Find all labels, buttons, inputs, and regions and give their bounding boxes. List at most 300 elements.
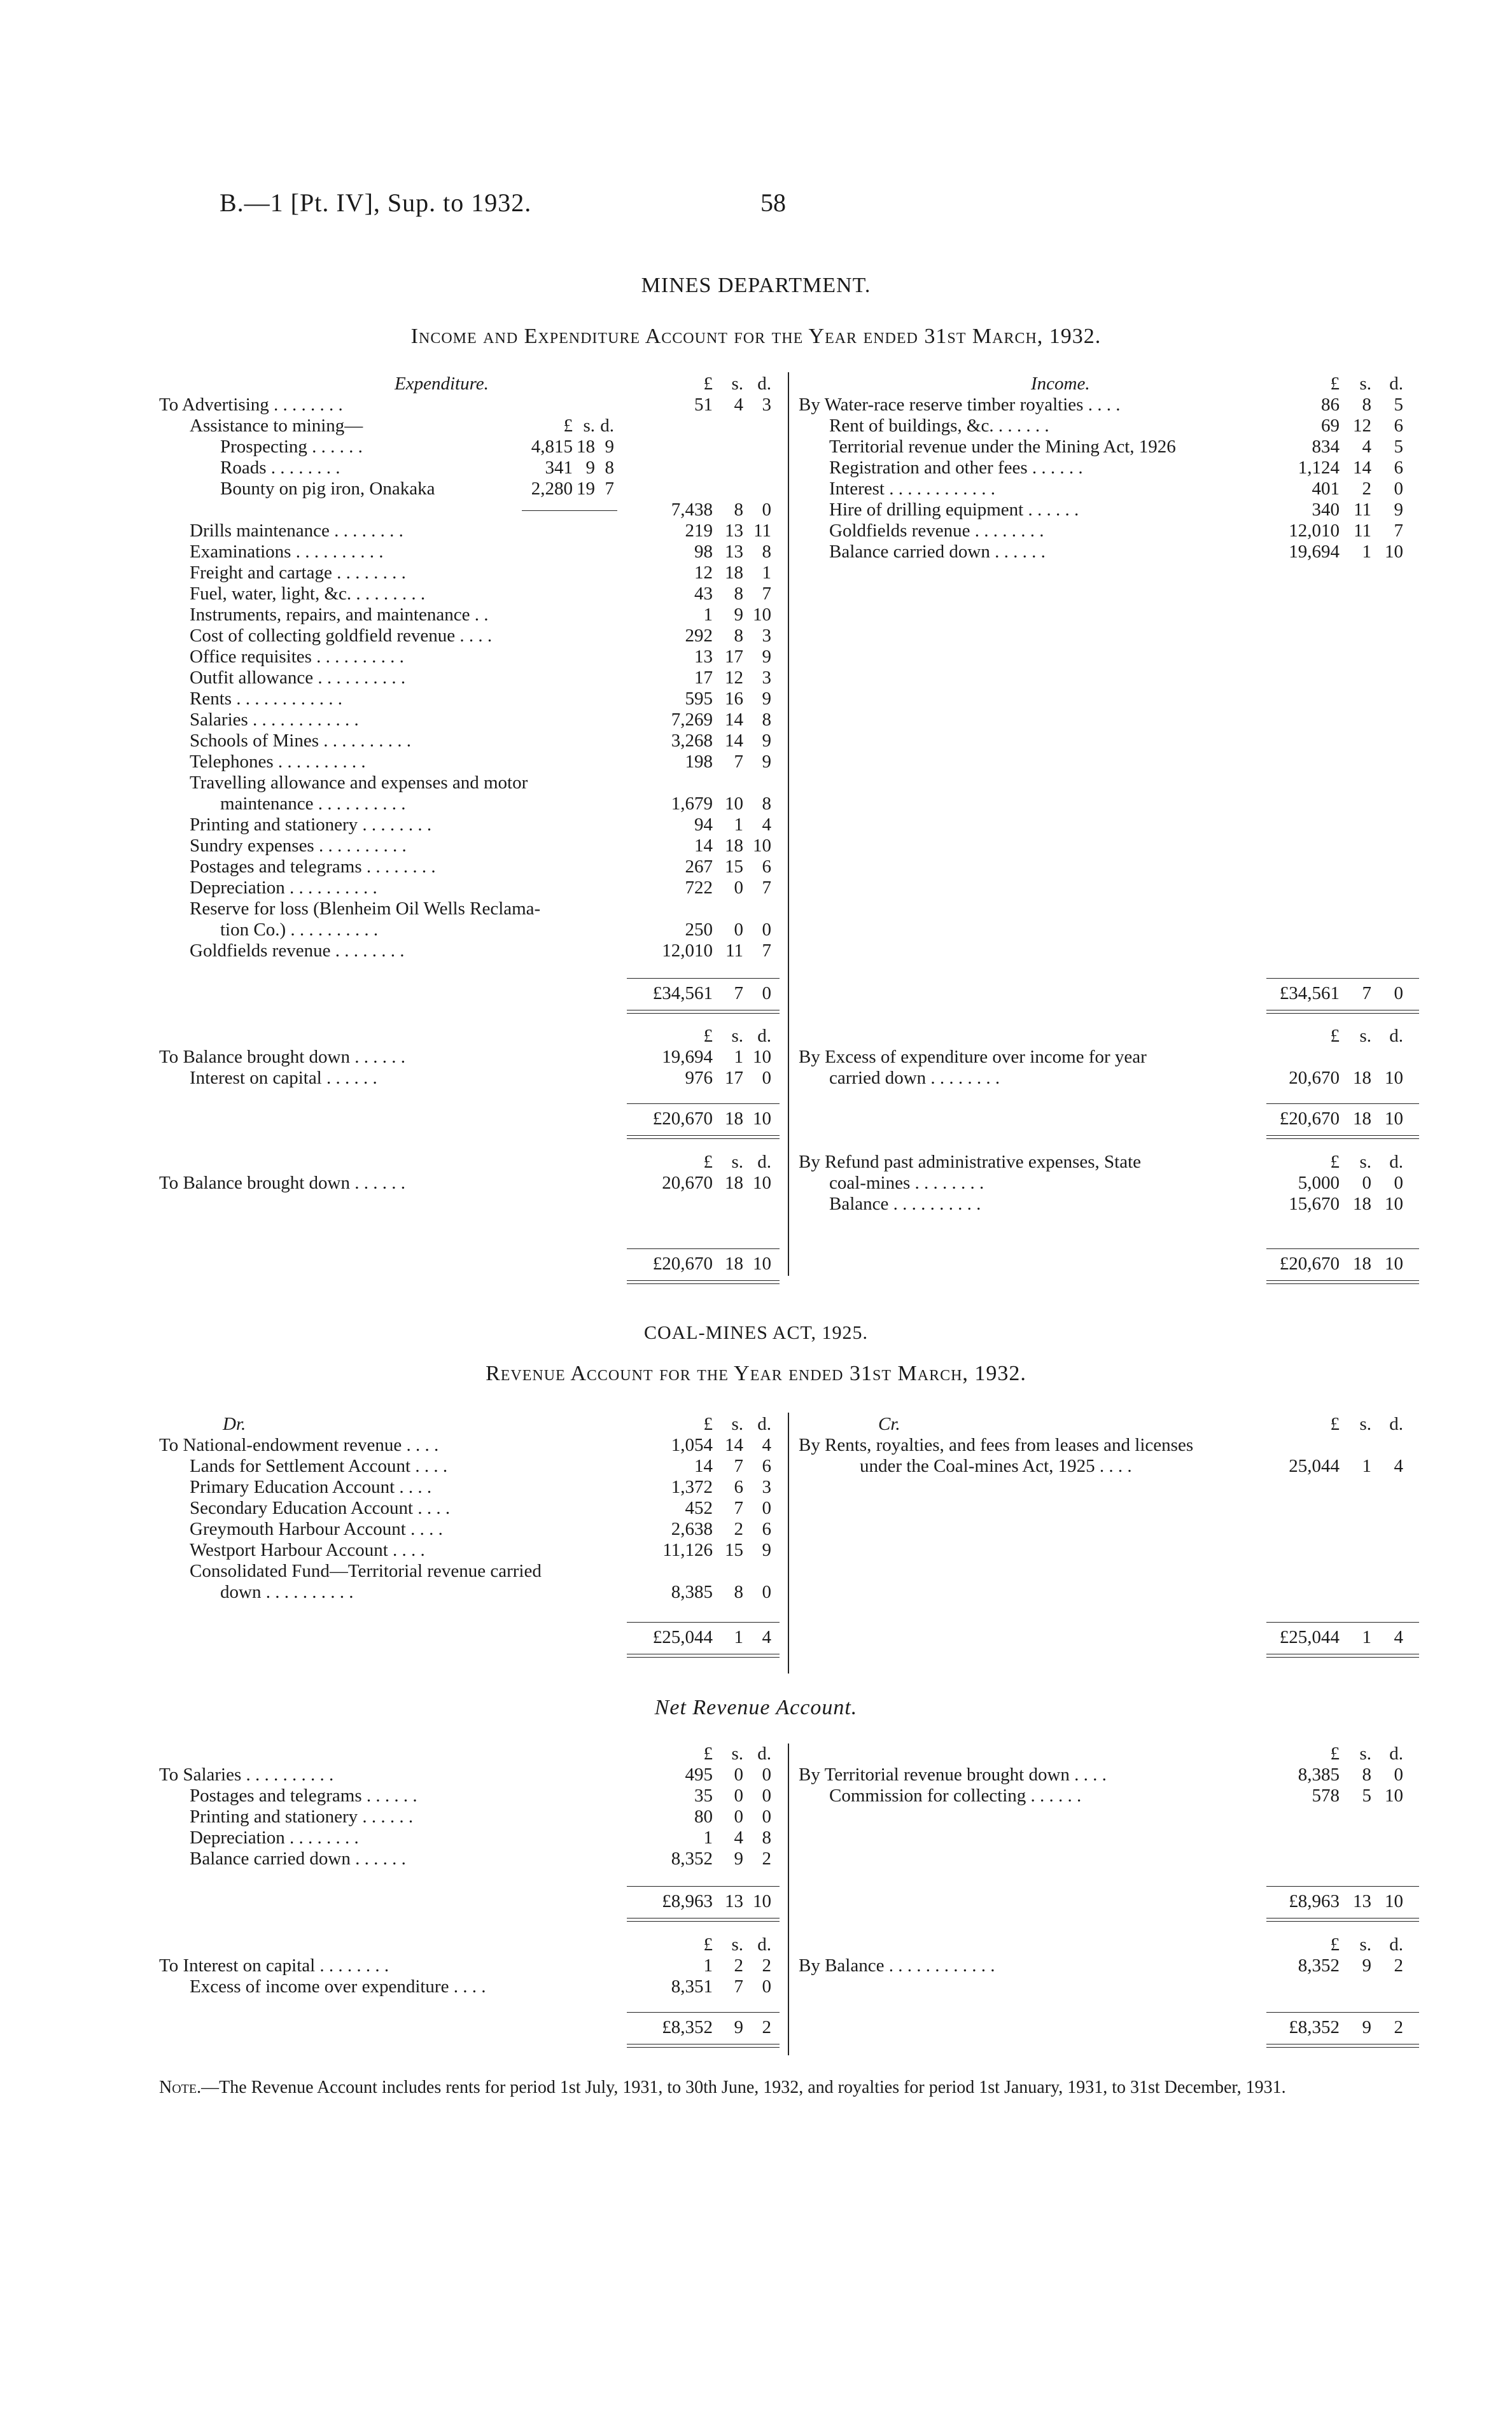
column-divider xyxy=(788,1413,789,1674)
total-underline xyxy=(1266,2047,1419,2048)
total-pence: 10 xyxy=(753,1108,771,1129)
expenditure-row-sub-pence: 8 xyxy=(605,458,614,478)
total-underline xyxy=(1266,1921,1419,1922)
sec3-right-row-shillings: 0 xyxy=(1362,1173,1371,1193)
income-row-pence: 9 xyxy=(1394,500,1403,520)
coal-left-row-shillings: 2 xyxy=(734,1519,743,1539)
total-pounds: £20,670 xyxy=(652,1108,713,1129)
expenditure-row-label: Sundry expenses . . . . . . . . . . xyxy=(190,835,407,856)
sec3-right-row-pence: 0 xyxy=(1394,1173,1403,1193)
expenditure-row-pence: 8 xyxy=(762,542,771,562)
expenditure-row-pounds: 250 xyxy=(685,919,713,940)
expenditure-row-pounds: 51 xyxy=(694,395,713,415)
income-row-label: Balance carried down . . . . . . xyxy=(829,542,1046,562)
coal-subtitle: Revenue Account for the Year ended 31st March, 1932. xyxy=(486,1362,1026,1385)
lsd-heading-pence: d. xyxy=(1389,1744,1403,1764)
net-left2-row-label: To Interest on capital . . . . . . . . xyxy=(159,1955,389,1976)
income-row-pounds: 69 xyxy=(1321,416,1340,436)
expenditure-row-pence: 7 xyxy=(762,584,771,604)
expenditure-row-sub-shillings: s. xyxy=(583,416,595,436)
total-rule xyxy=(627,1622,780,1623)
net-right-row-pence: 10 xyxy=(1385,1786,1403,1806)
lsd-heading-pence: d. xyxy=(757,1414,771,1434)
lsd-heading-pounds: £ xyxy=(1330,1934,1340,1955)
expenditure-row-shillings: 15 xyxy=(725,856,743,877)
expenditure-row-pence: 7 xyxy=(762,877,771,898)
coal-left-row-pounds: 452 xyxy=(685,1498,713,1518)
net-left-row-label: To Salaries . . . . . . . . . . xyxy=(159,1765,334,1785)
sec2-right-row-shillings: 18 xyxy=(1353,1068,1371,1088)
total-underline xyxy=(1266,1135,1419,1136)
total-pounds: £8,963 xyxy=(662,1891,713,1911)
coal-left-row-pounds: 11,126 xyxy=(662,1540,713,1560)
income-row-shillings: 14 xyxy=(1353,458,1371,478)
total-underline xyxy=(627,1921,780,1922)
coal-left-row-label: Westport Harbour Account . . . . xyxy=(190,1540,425,1560)
sec3-right-row-shillings: 18 xyxy=(1353,1194,1371,1214)
net-right-row-label: Commission for collecting . . . . . . xyxy=(829,1786,1082,1806)
total-pence: 2 xyxy=(762,2017,771,2037)
net-left-row-pounds: 1 xyxy=(703,1827,713,1848)
total-shillings: 9 xyxy=(1362,2017,1371,2037)
net-revenue-title: Net Revenue Account. xyxy=(654,1696,858,1719)
coal-left-row-shillings: 7 xyxy=(734,1456,743,1476)
mines-title: MINES DEPARTMENT. xyxy=(641,274,871,297)
lsd-heading-pounds: £ xyxy=(1330,1026,1340,1046)
sec3-right-row-pounds: 5,000 xyxy=(1298,1173,1340,1193)
net-right-row-pence: 0 xyxy=(1394,1765,1403,1785)
expenditure-row-label: Drills maintenance . . . . . . . . xyxy=(190,521,403,541)
subtotal-rule xyxy=(522,510,617,511)
expenditure-row-shillings: 1 xyxy=(734,814,743,835)
total-underline xyxy=(1266,1013,1419,1014)
expenditure-row-pence: 9 xyxy=(762,730,771,751)
net-left-row-label: Balance carried down . . . . . . xyxy=(190,1848,406,1869)
expenditure-row-pounds: 7,269 xyxy=(671,709,713,730)
income-row-shillings: 11 xyxy=(1354,500,1371,520)
income-row-pounds: 340 xyxy=(1312,500,1340,520)
lsd-heading-pence: d. xyxy=(1389,1414,1403,1434)
coal-left-row-pence: 6 xyxy=(762,1519,771,1539)
net-left-row-label: Postages and telegrams . . . . . . xyxy=(190,1786,417,1806)
expenditure-row-pounds: 17 xyxy=(694,667,713,688)
total-shillings: 18 xyxy=(725,1254,743,1274)
expenditure-row-label: Cost of collecting goldfield revenue . . . . xyxy=(190,625,493,646)
income-row-pence: 10 xyxy=(1385,542,1403,562)
coal-left-row-pence: 3 xyxy=(762,1477,771,1497)
coal-right-row-pence: 4 xyxy=(1394,1456,1403,1476)
net-right2-row-shillings: 9 xyxy=(1362,1955,1371,1976)
expenditure-row-pounds: 98 xyxy=(694,542,713,562)
sec2-right-row-label: carried down . . . . . . . . xyxy=(829,1068,1000,1088)
page-header: B.—1 [Pt. IV], Sup. to 1932. xyxy=(220,188,532,217)
total-pounds: £25,044 xyxy=(1279,1627,1340,1647)
coal-left-row-label: To National-endowment revenue . . . . xyxy=(159,1435,439,1455)
expenditure-row-shillings: 8 xyxy=(734,625,743,646)
total-pounds: £8,352 xyxy=(1289,2017,1340,2037)
expenditure-row-sub-pounds: £ xyxy=(563,416,573,436)
expenditure-row-sub-pounds: 2,280 xyxy=(531,479,573,499)
expenditure-row-pence: 9 xyxy=(762,646,771,667)
income-row-pounds: 12,010 xyxy=(1289,521,1340,541)
expenditure-row-label: Prospecting . . . . . . xyxy=(220,437,363,457)
income-row-pence: 5 xyxy=(1394,437,1403,457)
lsd-heading-shillings: s. xyxy=(731,1744,743,1764)
coal-left-row-label: Consolidated Fund—Territorial revenue carried xyxy=(190,1561,542,1581)
lsd-heading-shillings: s. xyxy=(1359,1152,1371,1172)
expenditure-row-label: Reserve for loss (Blenheim Oil Wells Reclama- xyxy=(190,898,541,919)
income-row-label: Interest . . . . . . . . . . . . xyxy=(829,479,995,499)
expenditure-row-pence: 4 xyxy=(762,814,771,835)
total-pence: 2 xyxy=(1394,2017,1403,2037)
total-underline xyxy=(627,1280,780,1281)
expenditure-row-pence: 10 xyxy=(753,604,771,625)
lsd-heading-shillings: s. xyxy=(1359,1414,1371,1434)
expenditure-row-shillings: 8 xyxy=(734,584,743,604)
expenditure-row-pence: 3 xyxy=(762,395,771,415)
expenditure-row-shillings: 10 xyxy=(725,793,743,814)
total-pounds: £8,352 xyxy=(662,2017,713,2037)
total-rule xyxy=(1266,978,1419,979)
footnote-text: —The Revenue Account includes rents for period 1st July, 1931, to 30th June, 1932, and royalties for period 1st January, 1931, to 31st December, 1931. xyxy=(201,2078,1286,2097)
lsd-heading-pounds: £ xyxy=(1330,1414,1340,1434)
lsd-heading-shillings: s. xyxy=(731,1026,743,1046)
income-row-pounds: 19,694 xyxy=(1289,542,1340,562)
net-left2-row-pounds: 8,351 xyxy=(671,1976,713,1997)
net-left2-row-pence: 0 xyxy=(762,1976,771,1997)
total-underline xyxy=(627,2047,780,2048)
total-shillings: 7 xyxy=(1362,983,1371,1003)
net-left-row-pence: 0 xyxy=(762,1786,771,1806)
net-right-row-label: By Territorial revenue brought down . . . . xyxy=(799,1765,1107,1785)
expenditure-row-shillings: 14 xyxy=(725,709,743,730)
total-rule xyxy=(627,978,780,979)
expenditure-row-label: maintenance . . . . . . . . . . xyxy=(220,793,406,814)
income-row-pounds: 834 xyxy=(1312,437,1340,457)
expenditure-row-sub-pence: 9 xyxy=(605,437,614,457)
lsd-heading-shillings: s. xyxy=(1359,1026,1371,1046)
column-divider xyxy=(788,1744,789,2055)
lsd-heading-shillings: s. xyxy=(731,1414,743,1434)
total-pounds: £20,670 xyxy=(1279,1254,1340,1274)
page-number: 58 xyxy=(760,188,786,217)
total-underline xyxy=(1266,1280,1419,1281)
total-pence: 0 xyxy=(1394,983,1403,1003)
coal-left-row-pence: 0 xyxy=(762,1582,771,1602)
expenditure-row-pounds: 1 xyxy=(703,604,713,625)
expenditure-row-label: tion Co.) . . . . . . . . . . xyxy=(220,919,379,940)
lsd-heading-pounds: £ xyxy=(703,1934,713,1955)
expenditure-row-label: Telephones . . . . . . . . . . xyxy=(190,751,366,772)
expenditure-row-pounds: 13 xyxy=(694,646,713,667)
income-row-pounds: 1,124 xyxy=(1298,458,1340,478)
total-pence: 4 xyxy=(762,1627,771,1647)
income-row-shillings: 8 xyxy=(1362,395,1371,415)
expenditure-row-label: To Advertising . . . . . . . . xyxy=(159,395,343,415)
expenditure-row-label: Goldfields revenue . . . . . . . . xyxy=(190,940,405,961)
expenditure-row-sub-pounds: 341 xyxy=(545,458,573,478)
total-pence: 10 xyxy=(1385,1254,1403,1274)
total-pence: 10 xyxy=(753,1254,771,1274)
expenditure-row-pounds: 198 xyxy=(685,751,713,772)
expenditure-row-sub-shillings: 9 xyxy=(585,458,595,478)
expenditure-row-label: Roads . . . . . . . . xyxy=(220,458,340,478)
coal-left-row-pounds: 1,054 xyxy=(671,1435,713,1455)
total-pounds: £34,561 xyxy=(652,983,713,1003)
net-left-row-shillings: 9 xyxy=(734,1848,743,1869)
expenditure-row-pence: 0 xyxy=(762,500,771,520)
lsd-heading-pounds: £ xyxy=(703,1414,713,1434)
coal-right-row-shillings: 1 xyxy=(1362,1456,1371,1476)
net-left2-row-pounds: 1 xyxy=(703,1955,713,1976)
lsd-heading-pence: d. xyxy=(757,1152,771,1172)
total-underline xyxy=(1266,1138,1419,1139)
expenditure-row-pounds: 12,010 xyxy=(662,940,713,961)
expenditure-row-label: Postages and telegrams . . . . . . . . xyxy=(190,856,436,877)
sec2-left-row-pence: 10 xyxy=(753,1047,771,1067)
net-left-row-shillings: 0 xyxy=(734,1786,743,1806)
expenditure-row-label: Salaries . . . . . . . . . . . . xyxy=(190,709,359,730)
net-left-row-pence: 0 xyxy=(762,1807,771,1827)
total-pounds: £20,670 xyxy=(652,1254,713,1274)
sec3-right-row-label: coal-mines . . . . . . . . xyxy=(829,1173,984,1193)
net-left-row-shillings: 0 xyxy=(734,1807,743,1827)
expenditure-row-pounds: 595 xyxy=(685,688,713,709)
total-shillings: 1 xyxy=(734,1627,743,1647)
expenditure-row-label: Schools of Mines . . . . . . . . . . xyxy=(190,730,411,751)
sec2-left-row-pence: 0 xyxy=(762,1068,771,1088)
sec2-left-row-pounds: 976 xyxy=(685,1068,713,1088)
net-left-row-label: Depreciation . . . . . . . . xyxy=(190,1827,359,1848)
expenditure-row-label: Printing and stationery . . . . . . . . xyxy=(190,814,432,835)
coal-right-row-label: under the Coal-mines Act, 1925 . . . . xyxy=(860,1456,1132,1476)
income-row-pounds: 401 xyxy=(1312,479,1340,499)
sec3-right-row-label: Balance . . . . . . . . . . xyxy=(829,1194,981,1214)
coal-left-row-shillings: 7 xyxy=(734,1498,743,1518)
total-underline xyxy=(1266,1283,1419,1284)
coal-title: COAL-MINES ACT, 1925. xyxy=(643,1322,869,1343)
sec2-right-row-pence: 10 xyxy=(1385,1068,1403,1088)
total-underline xyxy=(627,1138,780,1139)
expenditure-row-shillings: 9 xyxy=(734,604,743,625)
expenditure-row-shillings: 12 xyxy=(725,667,743,688)
coal-left-row-shillings: 15 xyxy=(725,1540,743,1560)
net-left2-row-shillings: 7 xyxy=(734,1976,743,1997)
total-shillings: 18 xyxy=(1353,1108,1371,1129)
sec3-left-row-shillings: 18 xyxy=(725,1173,743,1193)
lsd-heading-pounds: £ xyxy=(703,374,713,394)
lsd-heading-pounds: £ xyxy=(1330,1152,1340,1172)
income-row-shillings: 11 xyxy=(1354,521,1371,541)
expenditure-row-shillings: 13 xyxy=(725,521,743,541)
expenditure-row-shillings: 17 xyxy=(725,646,743,667)
total-rule xyxy=(1266,1248,1419,1249)
sec2-left-row-shillings: 1 xyxy=(734,1047,743,1067)
income-row-pence: 6 xyxy=(1394,458,1403,478)
expenditure-row-sub-shillings: 18 xyxy=(577,437,595,457)
expenditure-row-label: Freight and cartage . . . . . . . . xyxy=(190,563,406,583)
net-left-row-shillings: 0 xyxy=(734,1765,743,1785)
income-row-pence: 0 xyxy=(1394,479,1403,499)
net-right-row-pounds: 578 xyxy=(1312,1786,1340,1806)
income-row-label: By Water-race reserve timber royalties . . . . xyxy=(799,395,1121,415)
income-row-label: Hire of drilling equipment . . . . . . xyxy=(829,500,1079,520)
expenditure-row-shillings: 8 xyxy=(734,500,743,520)
expenditure-row-pounds: 1,679 xyxy=(671,793,713,814)
expenditure-row-shillings: 18 xyxy=(725,563,743,583)
mines-subtitle: Income and Expenditure Account for the Year ended 31st March, 1932. xyxy=(410,325,1102,348)
expenditure-row-pence: 7 xyxy=(762,940,771,961)
expenditure-row-pence: 10 xyxy=(753,835,771,856)
total-pence: 10 xyxy=(1385,1891,1403,1911)
income-row-pence: 6 xyxy=(1394,416,1403,436)
sec2-left-row-shillings: 17 xyxy=(725,1068,743,1088)
total-pounds: £25,044 xyxy=(652,1627,713,1647)
total-rule xyxy=(1266,2012,1419,2013)
coal-left-row-label: Secondary Education Account . . . . xyxy=(190,1498,451,1518)
total-rule xyxy=(627,2012,780,2013)
coal-left-row-shillings: 14 xyxy=(725,1435,743,1455)
coal-left-row-pence: 9 xyxy=(762,1540,771,1560)
coal-left-row-pence: 4 xyxy=(762,1435,771,1455)
total-pounds: £8,963 xyxy=(1289,1891,1340,1911)
coal-left-row-pence: 0 xyxy=(762,1498,771,1518)
sec2-right-row-pounds: 20,670 xyxy=(1289,1068,1340,1088)
sec3-right-row-pounds: 15,670 xyxy=(1289,1194,1340,1214)
net-left-row-pounds: 80 xyxy=(694,1807,713,1827)
net-left-row-pence: 8 xyxy=(762,1827,771,1848)
footnote xyxy=(159,2076,1432,2099)
total-rule xyxy=(627,1103,780,1104)
expenditure-row-pounds: 3,268 xyxy=(671,730,713,751)
expenditure-row-pence: 9 xyxy=(762,751,771,772)
expenditure-row-pence: 6 xyxy=(762,856,771,877)
income-row-pounds: 86 xyxy=(1321,395,1340,415)
expenditure-row-sub-shillings: 19 xyxy=(577,479,595,499)
income-row-label: Rent of buildings, &c. . . . . . . xyxy=(829,416,1049,436)
expenditure-row-sub-pounds: 4,815 xyxy=(531,437,573,457)
coal-left-row-pounds: 8,385 xyxy=(671,1582,713,1602)
net-left2-row-shillings: 2 xyxy=(734,1955,743,1976)
coal-left-row-shillings: 6 xyxy=(734,1477,743,1497)
net-right-row-shillings: 8 xyxy=(1362,1765,1371,1785)
coal-left-row-pounds: 14 xyxy=(694,1456,713,1476)
net-left-row-shillings: 4 xyxy=(734,1827,743,1848)
lsd-heading-pounds: £ xyxy=(1330,374,1340,394)
column-divider xyxy=(788,372,789,1276)
sec3-right-row-label: By Refund past administrative expenses, State xyxy=(799,1152,1142,1172)
total-rule xyxy=(627,1886,780,1887)
expenditure-row-pounds: 722 xyxy=(685,877,713,898)
total-shillings: 13 xyxy=(1353,1891,1371,1911)
lsd-heading-pence: d. xyxy=(757,1026,771,1046)
coal-left-row-label: down . . . . . . . . . . xyxy=(220,1582,354,1602)
net-right-row-shillings: 5 xyxy=(1362,1786,1371,1806)
net-left-row-pounds: 35 xyxy=(694,1786,713,1806)
income-row-pence: 7 xyxy=(1394,521,1403,541)
total-shillings: 13 xyxy=(725,1891,743,1911)
footnote-prefix: Note. xyxy=(159,2078,202,2097)
net-right2-row-pounds: 8,352 xyxy=(1298,1955,1340,1976)
net-right-row-pounds: 8,385 xyxy=(1298,1765,1340,1785)
total-shillings: 9 xyxy=(734,2017,743,2037)
expenditure-row-shillings: 4 xyxy=(734,395,743,415)
sec3-left-row-pence: 10 xyxy=(753,1173,771,1193)
net-right2-row-pence: 2 xyxy=(1394,1955,1403,1976)
total-shillings: 18 xyxy=(1353,1254,1371,1274)
lsd-heading-shillings: s. xyxy=(731,1152,743,1172)
total-pence: 10 xyxy=(1385,1108,1403,1129)
expenditure-row-label: Examinations . . . . . . . . . . xyxy=(190,542,384,562)
total-underline xyxy=(1266,1657,1419,1658)
expenditure-row-pounds: 43 xyxy=(694,584,713,604)
expenditure-row-shillings: 16 xyxy=(725,688,743,709)
income-row-shillings: 4 xyxy=(1362,437,1371,457)
net-left-row-pence: 0 xyxy=(762,1765,771,1785)
expenditure-row-label: Travelling allowance and expenses and motor xyxy=(190,772,528,793)
lsd-heading-pounds: £ xyxy=(703,1744,713,1764)
expenditure-row-pounds: 292 xyxy=(685,625,713,646)
total-underline xyxy=(627,1657,780,1658)
sec2-right-row-label: By Excess of expenditure over income for year xyxy=(799,1047,1147,1067)
lsd-heading-pence: d. xyxy=(1389,1026,1403,1046)
total-rule xyxy=(1266,1103,1419,1104)
total-underline xyxy=(627,1013,780,1014)
expenditure-row-shillings: 14 xyxy=(725,730,743,751)
expenditure-row-pounds: 12 xyxy=(694,563,713,583)
lsd-heading-pence: d. xyxy=(1389,374,1403,394)
net-left-row-pounds: 495 xyxy=(685,1765,713,1785)
income-row-shillings: 1 xyxy=(1362,542,1371,562)
net-left-row-pence: 2 xyxy=(762,1848,771,1869)
expenditure-row-pence: 1 xyxy=(762,563,771,583)
expenditure-row-pence: 0 xyxy=(762,919,771,940)
expenditure-row-sub-pence: d. xyxy=(600,416,614,436)
cr-heading: Cr. xyxy=(878,1414,900,1434)
total-pence: 4 xyxy=(1394,1627,1403,1647)
income-row-label: Registration and other fees . . . . . . xyxy=(829,458,1083,478)
dr-heading: Dr. xyxy=(223,1414,246,1434)
income-heading: Income. xyxy=(1031,374,1090,394)
total-rule xyxy=(1266,1622,1419,1623)
expenditure-row-shillings: 7 xyxy=(734,751,743,772)
expenditure-row-pounds: 94 xyxy=(694,814,713,835)
lsd-heading-pounds: £ xyxy=(703,1026,713,1046)
expenditure-row-pounds: 14 xyxy=(694,835,713,856)
expenditure-row-label: Assistance to mining— xyxy=(190,416,363,436)
total-shillings: 18 xyxy=(725,1108,743,1129)
expenditure-row-shillings: 0 xyxy=(734,877,743,898)
coal-right-row-label: By Rents, royalties, and fees from leases and licenses xyxy=(799,1435,1194,1455)
sec2-left-row-label: Interest on capital . . . . . . xyxy=(190,1068,377,1088)
net-left2-row-label: Excess of income over expenditure . . . . xyxy=(190,1976,486,1997)
income-row-label: Territorial revenue under the Mining Act, 1926 xyxy=(829,437,1176,457)
expenditure-row-label: Rents . . . . . . . . . . . . xyxy=(190,688,343,709)
expenditure-row-pounds: 267 xyxy=(685,856,713,877)
expenditure-row-pounds: 7,438 xyxy=(671,500,713,520)
sec3-left-row-label: To Balance brought down . . . . . . xyxy=(159,1173,405,1193)
net-left-row-pounds: 8,352 xyxy=(671,1848,713,1869)
lsd-heading-pence: d. xyxy=(1389,1152,1403,1172)
expenditure-row-label: Fuel, water, light, &c. . . . . . . . . xyxy=(190,584,426,604)
total-shillings: 1 xyxy=(1362,1627,1371,1647)
total-rule xyxy=(1266,1886,1419,1887)
expenditure-row-pence: 8 xyxy=(762,709,771,730)
coal-left-row-shillings: 8 xyxy=(734,1582,743,1602)
lsd-heading-pence: d. xyxy=(757,1744,771,1764)
sec2-left-row-label: To Balance brought down . . . . . . xyxy=(159,1047,405,1067)
expenditure-row-label: Outfit allowance . . . . . . . . . . xyxy=(190,667,406,688)
